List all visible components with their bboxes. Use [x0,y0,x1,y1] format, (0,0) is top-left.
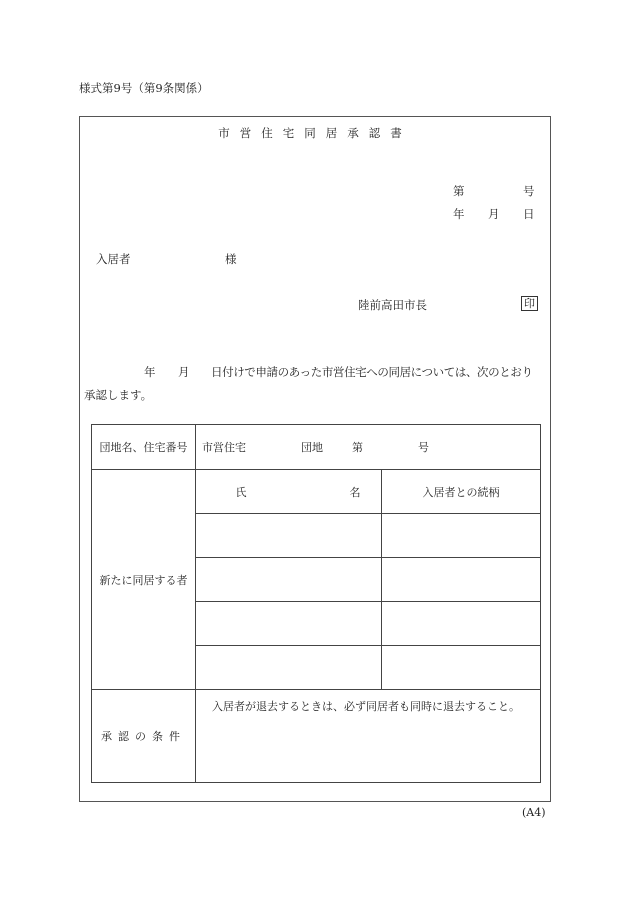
conditions-text: 入居者が退去するときは、必ず同居者も同時に退去すること。 [196,690,541,783]
cohabitant-name-cell[interactable] [196,602,382,646]
body-year-label: 年 [144,365,156,379]
housing-number-cell[interactable] [196,425,541,470]
cohabitant-name-cell[interactable] [196,646,382,690]
issuer-name: 陸前高田市長 [358,298,427,312]
body-text-line2: 承認します。 [84,388,153,402]
cohabitant-name-cell[interactable] [196,514,382,558]
name-column-header [196,470,382,514]
body-month-label: 月 [178,365,190,379]
table-row [92,425,541,470]
housing-number-label: 団地名、住宅番号 [92,425,196,470]
seal-mark-text: 印 [521,296,538,311]
cohabitant-name-cell[interactable] [196,558,382,602]
cohabitant-relation-cell[interactable] [382,646,541,690]
date-day-label: 日 [523,207,535,221]
date-month-label: 月 [488,207,500,221]
date-year-label: 年 [453,207,465,221]
relation-column-header: 入居者との続柄 [382,470,541,514]
table-row [92,470,541,514]
cohabitant-relation-cell[interactable] [382,514,541,558]
danchi-label: 団地 [301,441,323,454]
recipient-honorific: 様 [225,252,237,266]
doc-number-prefix: 第 [453,184,465,198]
city-housing-label: 市営住宅 [202,441,246,454]
cohabitant-label: 新たに同居する者 [92,470,196,690]
cohabitant-relation-cell[interactable] [382,558,541,602]
doc-number-suffix: 号 [523,184,535,198]
paper-size-label: (A4) [522,806,546,819]
approval-table [91,424,541,783]
dai-label: 第 [352,441,363,454]
cohabitant-relation-cell[interactable] [382,602,541,646]
name-header-second: 名 [349,485,361,499]
conditions-label: 承認の条件 [92,690,196,783]
name-header-first: 氏 [235,485,247,499]
body-text-line1: 日付けで申請のあった市営住宅への同居については、次のとおり [211,365,533,379]
go-label: 号 [418,441,429,454]
document-title: 市営住宅同居承認書 [218,126,412,140]
seal-mark [521,296,538,311]
form-number-label: 様式第9号（第9条関係） [79,81,209,95]
table-row [92,690,541,783]
recipient-label: 入居者 [96,252,131,266]
